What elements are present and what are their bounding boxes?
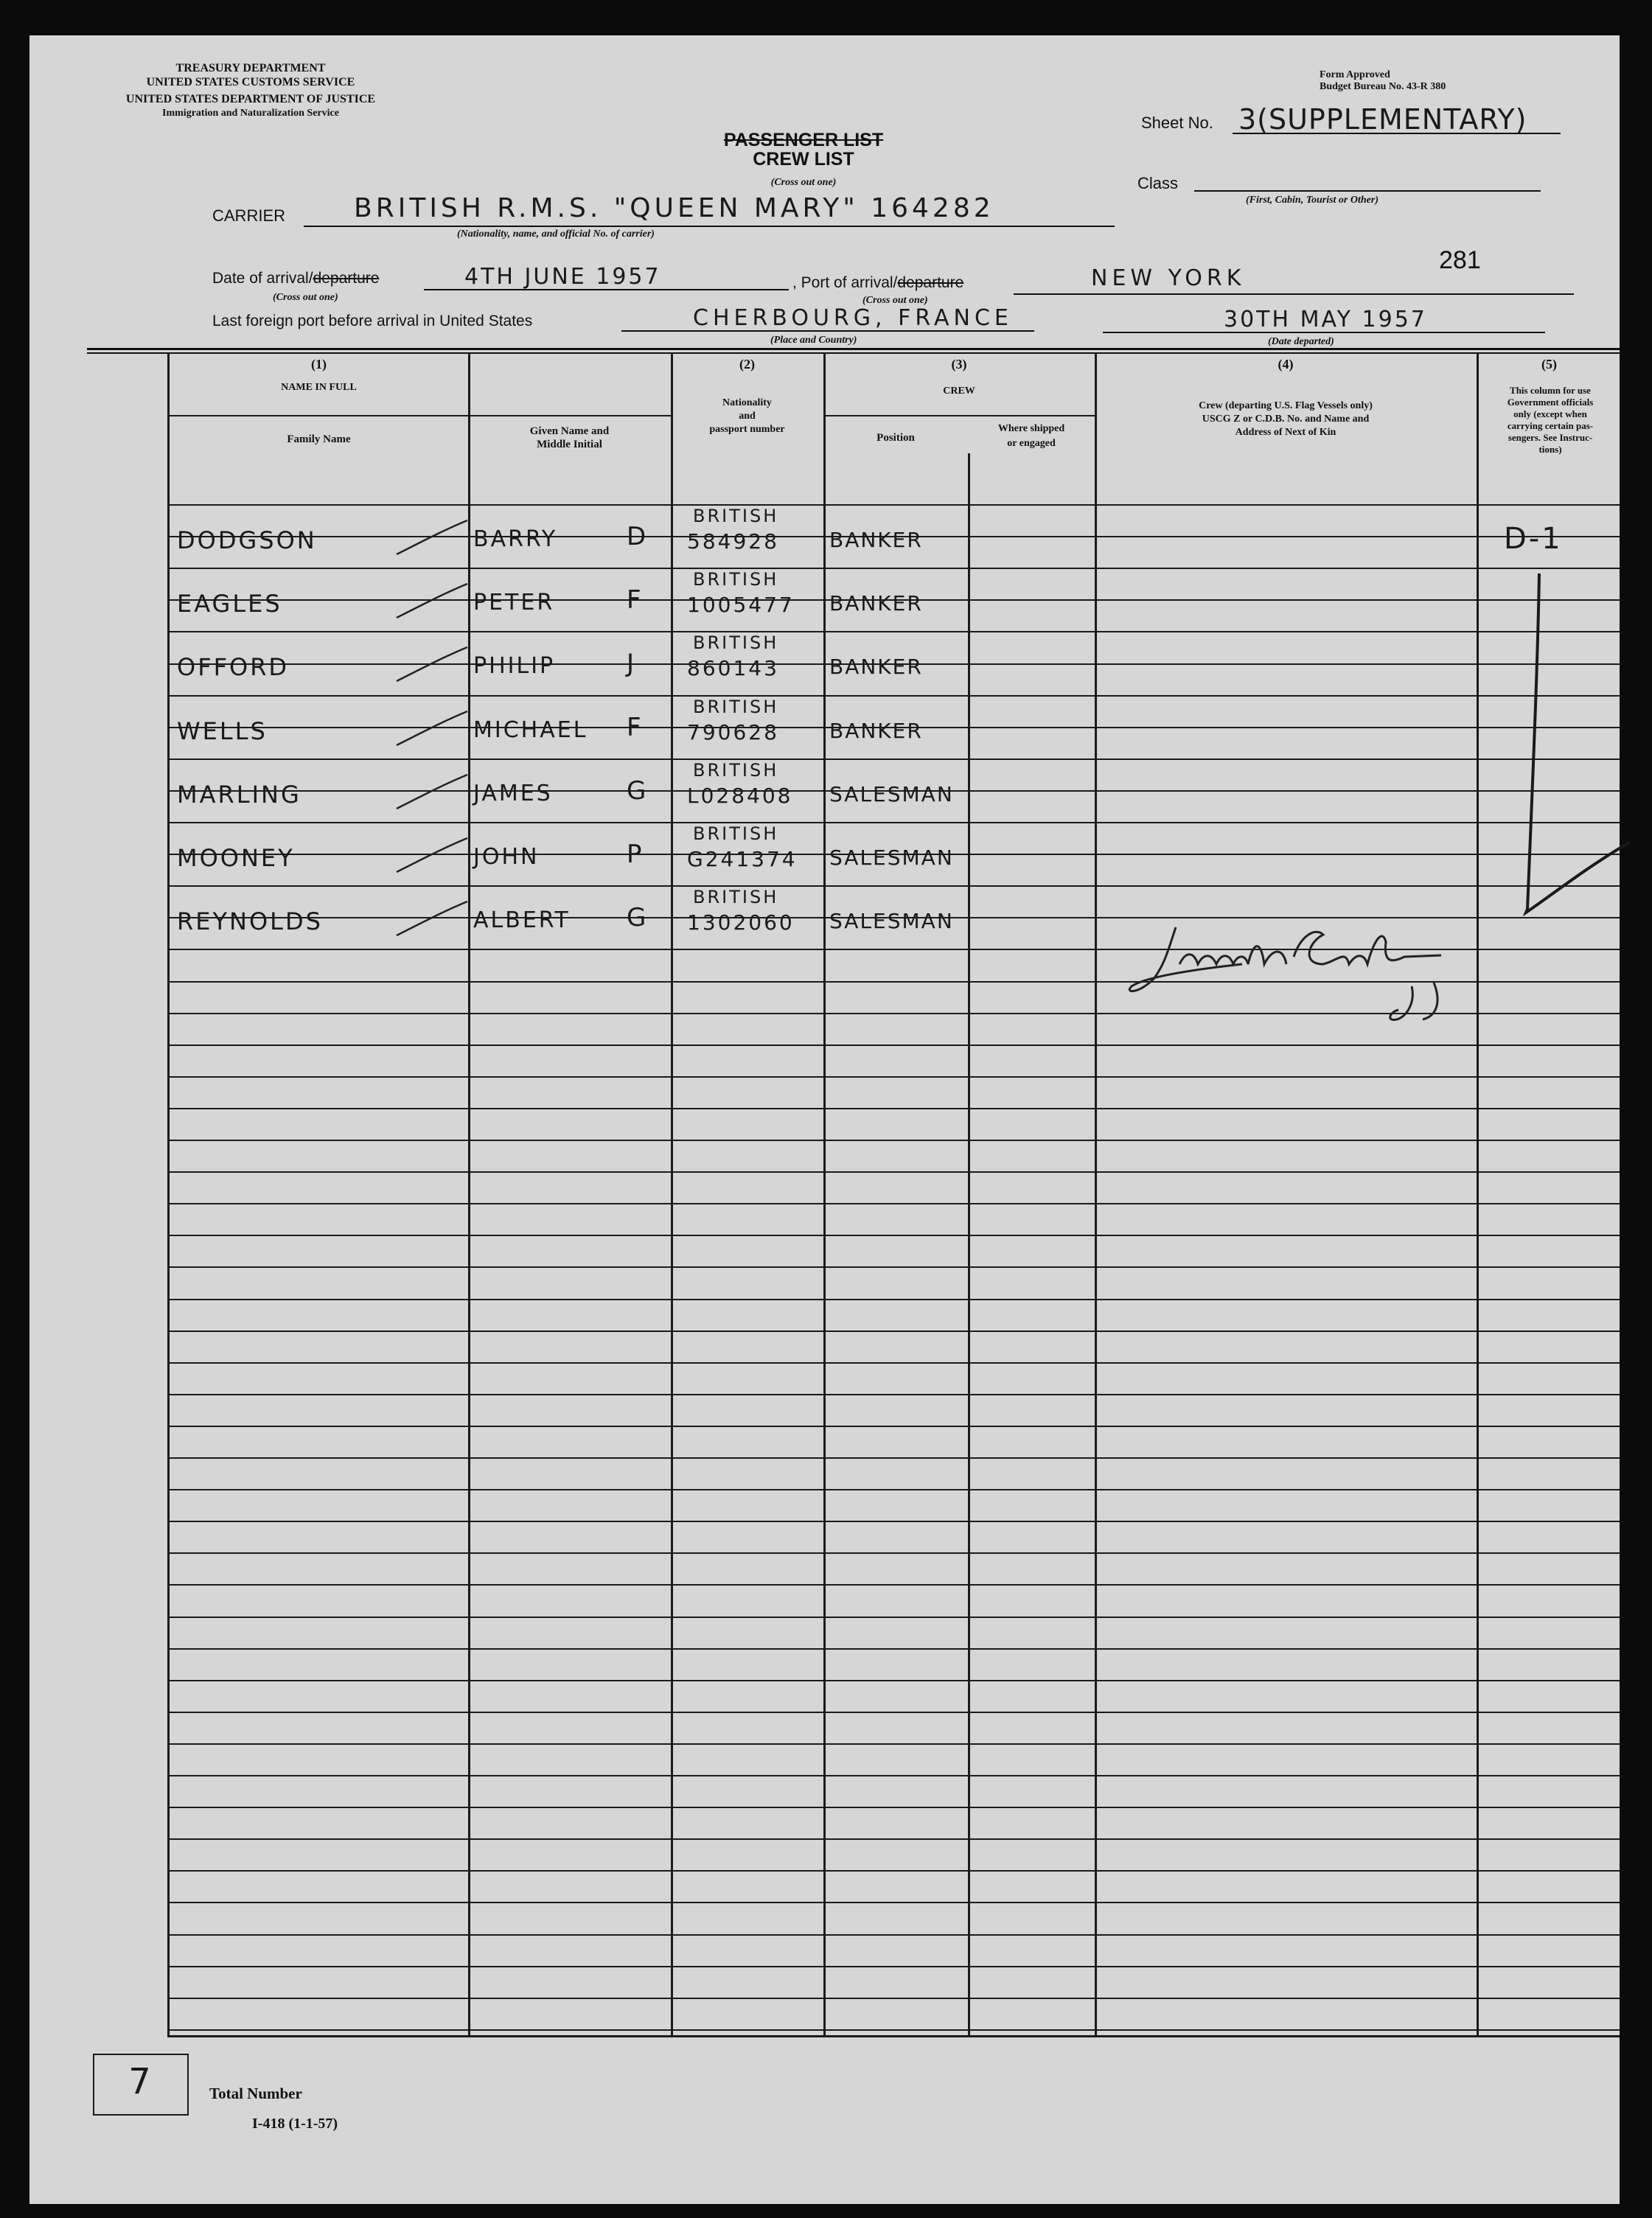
passport-cell: 790628 xyxy=(687,719,779,744)
middle-initial-cell: F xyxy=(627,712,644,742)
date-arrival-label-a: Date of arrival/ xyxy=(212,270,313,287)
check-tick-mark xyxy=(391,516,472,560)
passport-cell: L028408 xyxy=(687,783,793,808)
sheet-value: 3(SUPPLEMENTARY) xyxy=(1238,103,1527,136)
nationality-cell: BRITISH xyxy=(693,569,779,590)
table-row-line xyxy=(170,1235,1620,1236)
table-row-line xyxy=(170,1807,1620,1808)
check-tick-mark xyxy=(391,897,472,941)
agency-line-2: UNITED STATES CUSTOMS SERVICE xyxy=(146,76,355,88)
middle-initial-cell: P xyxy=(627,840,644,869)
col5-header-l5: sengers. See Instruc- xyxy=(1508,432,1593,443)
agency-line-1: TREASURY DEPARTMENT xyxy=(175,62,326,74)
last-port-caption: (Place and Country) xyxy=(770,335,857,346)
carrier-label: CARRIER xyxy=(212,206,286,225)
given-name-header-l2: Middle Initial xyxy=(537,439,602,450)
official-mark: D-1 xyxy=(1504,522,1563,556)
last-port-value: CHERBOURG, FRANCE xyxy=(693,305,1013,331)
official-bracket-mark xyxy=(1519,573,1637,957)
family-name-cell: WELLS xyxy=(177,716,268,745)
given-name-cell: BARRY xyxy=(473,526,558,552)
col5-header-l2: Government officials xyxy=(1507,397,1594,408)
date-cross-out-caption: (Cross out one) xyxy=(273,292,338,303)
class-caption: (First, Cabin, Tourist or Other) xyxy=(1246,195,1379,206)
position-cell: SALESMAN xyxy=(829,909,954,934)
family-name-cell: OFFORD xyxy=(177,653,290,682)
col5-header-l4: carrying certain pas- xyxy=(1507,420,1594,431)
position-cell: BANKER xyxy=(829,655,923,680)
table-row-line xyxy=(170,1140,1620,1141)
col5-header-l6: tions) xyxy=(1538,444,1562,455)
passport-cell: 1005477 xyxy=(687,593,795,618)
given-name-cell: PETER xyxy=(473,590,555,616)
crew-list-title: CREW LIST xyxy=(753,149,854,170)
crew-list-form xyxy=(29,35,1620,2204)
table-row-line xyxy=(170,1299,1620,1300)
check-tick-mark xyxy=(391,834,472,878)
check-tick-mark xyxy=(391,770,472,815)
table-row-line xyxy=(170,504,1620,506)
nationality-cell: BRITISH xyxy=(693,823,779,844)
given-name-cell: JOHN xyxy=(473,844,540,870)
table-row-line xyxy=(170,1870,1620,1872)
form-id: I-418 (1-1-57) xyxy=(252,2116,338,2132)
col5-header-l3: only (except when xyxy=(1513,408,1587,419)
port-arrival-underline xyxy=(1014,293,1574,295)
table-row-line xyxy=(170,1838,1620,1840)
where-shipped-l2: or engaged xyxy=(1007,438,1056,449)
family-name-cell: DODGSON xyxy=(177,526,317,554)
table-row-line xyxy=(170,1584,1620,1586)
stamp-number: 281 xyxy=(1439,246,1481,274)
last-port-label: Last foreign port before arrival in United States xyxy=(212,313,533,329)
class-label: Class xyxy=(1137,174,1179,192)
header-separator xyxy=(87,348,1620,350)
row-grid xyxy=(170,352,1620,2035)
table-row-line xyxy=(170,1108,1620,1109)
position-cell: BANKER xyxy=(829,591,923,616)
table-row-line xyxy=(170,758,1620,760)
col4-header-l2: USCG Z or C.D.B. No. and Name and xyxy=(1202,414,1370,425)
col2-header-l1: Nationality xyxy=(722,397,772,408)
crew-table xyxy=(167,352,1620,2037)
middle-initial-cell: J xyxy=(627,649,637,679)
carrier-value: BRITISH R.M.S. "QUEEN MARY" 164282 xyxy=(354,193,994,223)
carrier-caption: (Nationality, name, and official No. of carrier) xyxy=(457,229,655,240)
col2-header-l3: passport number xyxy=(709,424,785,435)
given-name-cell: MICHAEL xyxy=(473,716,588,743)
date-departed-value: 30TH MAY 1957 xyxy=(1224,307,1427,332)
col1-title: NAME IN FULL xyxy=(281,382,357,393)
table-row-line xyxy=(170,1902,1620,1903)
table-row-line xyxy=(170,1966,1620,1967)
given-name-header-l1: Given Name and xyxy=(529,425,610,437)
col4-header-l3: Address of Next of Kin xyxy=(1235,427,1336,438)
middle-initial-cell: G xyxy=(627,775,649,806)
date-departure-crossed: departure xyxy=(313,270,380,287)
table-row-line xyxy=(170,1171,1620,1173)
total-number-value: 7 xyxy=(128,2061,153,2102)
total-number-label: Total Number xyxy=(209,2085,302,2102)
form-approved-line-2: Budget Bureau No. 43-R 380 xyxy=(1320,81,1446,92)
table-row-line xyxy=(170,1934,1620,1936)
check-tick-mark xyxy=(391,579,472,624)
table-row-line xyxy=(170,1552,1620,1554)
passenger-list-title: PASSENGER LIST xyxy=(723,130,884,150)
table-row-line xyxy=(170,1712,1620,1713)
table-row-line xyxy=(170,1266,1620,1268)
col2-number: (2) xyxy=(739,357,755,372)
nationality-cell: BRITISH xyxy=(693,506,779,526)
family-name-cell: EAGLES xyxy=(177,590,282,618)
given-name-cell: JAMES xyxy=(473,780,553,806)
table-row-line xyxy=(170,695,1620,697)
port-cross-out-caption: (Cross out one) xyxy=(862,295,928,306)
family-name-cell: REYNOLDS xyxy=(177,907,323,936)
passport-cell: G241374 xyxy=(687,847,798,871)
check-tick-mark xyxy=(391,707,472,751)
col2-header-l2: and xyxy=(739,411,756,422)
position-cell: SALESMAN xyxy=(829,781,954,806)
family-name-header: Family Name xyxy=(287,433,351,445)
agency-line-4: Immigration and Naturalization Service xyxy=(162,108,339,119)
passport-cell: 584928 xyxy=(687,529,779,554)
date-arrival-label xyxy=(212,270,379,287)
middle-initial-cell: G xyxy=(627,903,649,933)
position-cell: BANKER xyxy=(829,718,923,743)
table-row-line xyxy=(170,1775,1620,1776)
agency-line-3: UNITED STATES DEPARTMENT OF JUSTICE xyxy=(125,93,376,105)
where-shipped-l1: Where shipped xyxy=(997,423,1065,434)
class-underline xyxy=(1194,190,1541,192)
table-row-line xyxy=(170,1680,1620,1681)
port-arrival-label xyxy=(792,274,963,292)
table-row-line xyxy=(170,1489,1620,1490)
table-row-line xyxy=(170,1076,1620,1078)
nationality-cell: BRITISH xyxy=(693,696,779,717)
given-name-cell: ALBERT xyxy=(473,907,571,934)
table-row-line xyxy=(170,568,1620,569)
col4-header-l1: Crew (departing U.S. Flag Vessels only) xyxy=(1199,400,1373,411)
nationality-cell: BRITISH xyxy=(693,632,779,654)
table-row-line xyxy=(170,1617,1620,1618)
total-number-box xyxy=(93,2054,189,2116)
title-cross-out-caption: (Cross out one) xyxy=(770,177,837,188)
port-arrival-value: NEW YORK xyxy=(1091,265,1246,291)
position-header: Position xyxy=(876,432,915,444)
check-tick-mark xyxy=(391,643,472,687)
port-departure-crossed: departure xyxy=(897,274,964,291)
col3-title: CREW xyxy=(943,386,975,397)
table-row-line xyxy=(170,885,1620,887)
family-name-cell: MOONEY xyxy=(177,844,295,872)
table-row-line xyxy=(170,1394,1620,1395)
official-signature xyxy=(1124,920,1478,1053)
middle-initial-cell: D xyxy=(627,522,649,551)
table-row-line xyxy=(170,1203,1620,1204)
table-row-line xyxy=(170,1648,1620,1650)
given-name-cell: PHILIP xyxy=(473,653,556,680)
position-cell: BANKER xyxy=(829,528,923,552)
table-row-line xyxy=(170,822,1620,823)
col4-number: (4) xyxy=(1278,357,1294,372)
position-cell: SALESMAN xyxy=(829,845,954,870)
family-name-cell: MARLING xyxy=(177,780,302,809)
table-row-line xyxy=(170,1457,1620,1459)
nationality-cell: BRITISH xyxy=(693,887,779,908)
table-row-line xyxy=(170,1331,1620,1332)
table-row-line xyxy=(170,1426,1620,1427)
port-arrival-label-a: , Port of arrival/ xyxy=(792,274,898,291)
agency-header xyxy=(29,61,472,120)
col3-number: (3) xyxy=(951,357,967,372)
col5-header-l1: This column for use xyxy=(1510,385,1591,396)
nationality-cell: BRITISH xyxy=(693,759,779,781)
col5-number: (5) xyxy=(1541,357,1557,372)
table-row-line xyxy=(170,1743,1620,1745)
col1-number: (1) xyxy=(311,357,327,372)
form-approved-line-1: Form Approved xyxy=(1320,69,1390,80)
passport-cell: 1302060 xyxy=(687,910,795,935)
form-approved xyxy=(1320,69,1446,93)
sheet-label: Sheet No. xyxy=(1141,114,1213,132)
date-arrival-value: 4TH JUNE 1957 xyxy=(464,264,661,290)
table-row-line xyxy=(170,1362,1620,1364)
middle-initial-cell: F xyxy=(627,585,644,615)
date-departed-caption: (Date departed) xyxy=(1268,336,1334,347)
table-row-line xyxy=(170,631,1620,632)
table-row-line xyxy=(170,2029,1620,2031)
table-row-line xyxy=(170,1521,1620,1522)
table-row-line xyxy=(170,1998,1620,1999)
passport-cell: 860143 xyxy=(687,656,779,681)
carrier-underline xyxy=(304,226,1115,227)
